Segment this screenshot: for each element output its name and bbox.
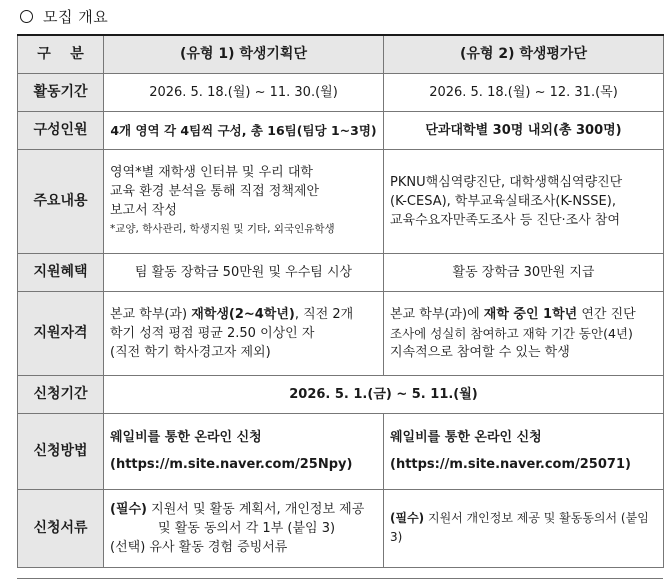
content-type1-line3: 보고서 작성 [110, 203, 177, 218]
row-eligibility [18, 291, 664, 375]
documents-type1-line2: 및 활동 동의서 각 1부 (붙임 3) [158, 520, 336, 536]
apply-method-type1 [104, 413, 384, 489]
section-heading [20, 4, 108, 28]
table-header-row [18, 35, 664, 73]
eligibility-type1-post: , 직전 2개 [294, 306, 354, 322]
row-documents [18, 489, 664, 567]
content-type1 [104, 149, 384, 253]
documents-type2-required: (필수) [390, 511, 425, 525]
period-type1: 2026. 5. 18.(월) ~ 11. 30.(월) [104, 73, 384, 111]
documents-type2-text1: 지원서 개인정보 제공 및 활동동의서 (붙임 3) [390, 511, 649, 544]
row-apply-period [18, 375, 664, 413]
row-content [18, 149, 664, 253]
period-type2: 2026. 5. 18.(월) ~ 12. 31.(목) [384, 73, 664, 111]
header-type2: (유형 2) 학생평가단 [384, 35, 664, 73]
label-documents: 신청서류 [18, 489, 104, 567]
header-type1: (유형 1) 학생기획단 [104, 35, 384, 73]
apply-method-type2-link: (https://m.site.naver.com/25071) [390, 457, 631, 472]
documents-type2-line1 [390, 509, 657, 547]
label-members: 구성인원 [18, 111, 104, 149]
apply-method-type2-line1: 웨일비를 통한 온라인 신청 [390, 430, 542, 445]
apply-method-type2 [384, 413, 664, 489]
members-type1: 4개 영역 각 4팀씩 구성, 총 16팀(팀당 1~3명) [104, 111, 384, 149]
eligibility-type2-post: 연간 진단 [577, 306, 636, 322]
documents-type2 [384, 489, 664, 567]
benefit-type1: 팀 활동 장학금 50만원 및 우수팀 시상 [104, 253, 384, 291]
apply-period-value: 2026. 5. 1.(금) ~ 5. 11.(월) [104, 375, 664, 413]
benefit-type2: 활동 장학금 30만원 지급 [384, 253, 664, 291]
content-type2-line3: 교육수요자만족도조사 등 진단·조사 참여 [390, 212, 621, 228]
label-apply-period: 신청기간 [18, 375, 104, 413]
eligibility-type2-line2: 조사에 성실히 참여하고 재학 기간 동안(4년) [390, 325, 633, 341]
eligibility-type1-bold: 재학생(2~4학년) [191, 306, 295, 322]
eligibility-type1 [104, 291, 384, 375]
row-benefit [18, 253, 664, 291]
row-apply-method [18, 413, 664, 489]
content-type2-line2: (K-CESA), 학부교육실태조사(K-NSSE), [390, 193, 616, 209]
circle-bullet-icon [20, 10, 33, 23]
documents-type1-required: (필수) [110, 501, 147, 517]
section-heading-text: 모집 개요 [43, 7, 109, 26]
eligibility-type2-line3: 지속적으로 참여할 수 있는 학생 [390, 344, 570, 360]
header-category: 구 분 [18, 35, 104, 73]
content-type2-line1: PKNU핵심역량진단, 대학생핵심역량진단 [390, 174, 623, 190]
content-type1-note: *교양, 학사관리, 학생지원 및 기타, 외국인유학생 [110, 223, 335, 235]
label-content: 주요내용 [18, 149, 104, 253]
label-apply-method: 신청방법 [18, 413, 104, 489]
eligibility-type1-line2: 학기 성적 평점 평균 2.50 이상인 자 [110, 325, 315, 341]
label-benefit: 지원혜택 [18, 253, 104, 291]
eligibility-type1-pre: 본교 학부(과) [110, 306, 192, 322]
eligibility-type1-line1 [110, 305, 377, 324]
eligibility-type2-line1 [390, 305, 657, 324]
documents-type1-text1: 지원서 및 활동 계획서, 개인정보 제공 [147, 501, 365, 517]
apply-method-type1-link: (https://m.site.naver.com/25Npy) [110, 457, 353, 472]
row-members [18, 111, 664, 149]
content-type1-line2: 교육 환경 분석을 통해 직접 정책제안 [110, 184, 320, 199]
label-period: 활동기간 [18, 73, 104, 111]
documents-type1-line1 [110, 500, 377, 519]
members-type2: 단과대학별 30명 내외(총 300명) [384, 111, 664, 149]
documents-type1-line3: (선택) 유사 활동 경험 증빙서류 [110, 539, 288, 555]
eligibility-type2-pre: 본교 학부(과)에 [390, 306, 484, 322]
eligibility-type2-bold: 재학 중인 1학년 [483, 306, 578, 322]
documents-type1 [104, 489, 384, 567]
label-eligibility: 지원자격 [18, 291, 104, 375]
recruitment-table [17, 34, 664, 568]
content-type1-line1: 영역*별 재학생 인터뷰 및 우리 대학 [110, 165, 313, 180]
apply-method-type1-line1: 웨일비를 통한 온라인 신청 [110, 430, 262, 445]
eligibility-type1-line3: (직전 학기 학사경고자 제외) [110, 344, 271, 360]
content-type2 [384, 149, 664, 253]
eligibility-type2 [384, 291, 664, 375]
row-period [18, 73, 664, 111]
table-bottom-border [17, 578, 663, 582]
